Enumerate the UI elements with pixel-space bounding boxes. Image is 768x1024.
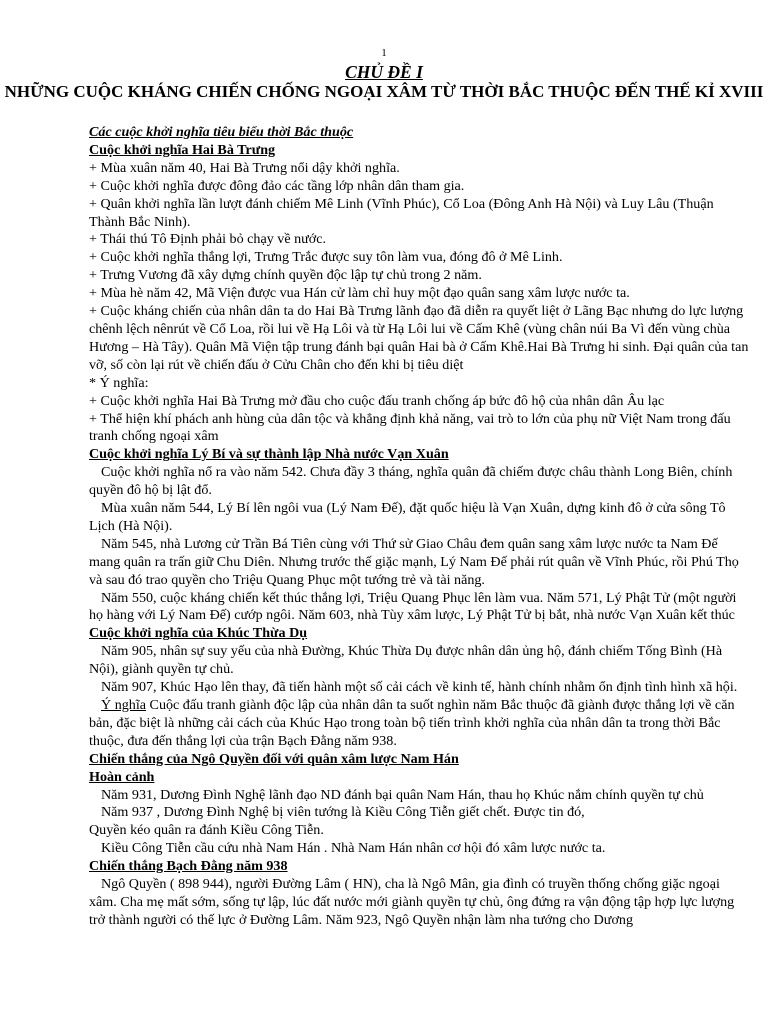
paragraph-significance — [89, 697, 749, 751]
paragraph: + Cuộc khởi nghĩa được đông đảo các tầng lớp nhân dân tham gia. — [89, 177, 465, 194]
paragraph: Ngô Quyền ( 898 944), người Đường Lâm ( HN), cha là Ngô Mân, gia đình có truyền thống chống giặc ngoại xâm. Cha mẹ mất sớm, sống tự lập, lúc đất nước mới giành quyền tự chủ, ông đứng ra vận động tập hợp lực lượng trở thành người có thế lực ở Đường Lâm. Năm 923, Ngô Quyền nhận làm nha tướng cho Dương — [89, 876, 735, 928]
paragraph: + Quân khởi nghĩa lần lượt đánh chiếm Mê Linh (Vĩnh Phúc), Cổ Loa (Đông Anh Hà Nội) và Luy Lâu (Thuận Thành Bắc Ninh). — [89, 195, 714, 230]
paragraph: + Trưng Vương đã xây dựng chính quyền độc lập tự chủ trong 2 năm. — [89, 267, 482, 284]
paragraph: * Ý nghĩa: — [89, 374, 149, 391]
subsection-heading-khuc-thua-du: Cuộc khởi nghĩa của Khúc Thừa Dụ — [89, 625, 308, 642]
significance-text: Cuộc đấu tranh giành độc lập của nhân dân ta suốt nghìn năm Bắc thuộc đã giành được thắng lợi về căn bản, đặc biệt là những cải cách của Khúc Hạo trong toàn bộ tiến trình khởi nghĩa của nhân dân ta trong thời Bắc thuộc, đưa đến thắng lợi của trận Bạch Đằng năm 938. — [89, 697, 735, 749]
paragraph: Kiều Công Tiễn cầu cứu nhà Nam Hán . Nhà Nam Hán nhân cơ hội đó xâm lược nước ta. — [101, 840, 606, 857]
topic-title: CHỦ ĐỀ I — [345, 62, 423, 82]
paragraph: Cuộc khởi nghĩa nổ ra vào năm 542. Chưa đầy 3 tháng, nghĩa quân đã chiếm được châu thành Long Biên, chính quyền đô hộ bị lật đổ. — [89, 464, 733, 499]
paragraph: + Cuộc khởi nghĩa Hai Bà Trưng mở đầu cho cuộc đấu tranh chống áp bức đô hộ của nhân dân Âu lạc — [89, 392, 665, 409]
document-body — [89, 124, 749, 930]
main-title: NHỮNG CUỘC KHÁNG CHIẾN CHỐNG NGOẠI XÂM TỪ THỜI BẮC THUỘC ĐẾN THẾ KỈ XVIII — [4, 82, 764, 101]
subsection-heading-hoan-canh: Hoàn cảnh — [89, 768, 155, 785]
paragraph: + Thể hiện khí phách anh hùng của dân tộc và khẳng định khả năng, vai trò to lớn của phụ nữ Việt Nam trong đấu tranh chống ngoại xâm — [89, 410, 731, 445]
section-heading: Các cuộc khởi nghĩa tiêu biểu thời Bắc thuộc — [89, 124, 354, 140]
subsection-heading-ngo-quyen: Chiến thắng của Ngô Quyền đối với quân xâm lược Nam Hán — [89, 750, 459, 767]
paragraph: Năm 931, Dương Đình Nghệ lãnh đạo ND đánh bại quân Nam Hán, thau họ Khúc nắm chính quyền tự chủ — [101, 786, 704, 803]
page-number: 1 — [381, 47, 387, 59]
paragraph: Năm 907, Khúc Hạo lên thay, đã tiến hành một số cải cách về kinh tế, hành chính nhằm ổn định tình hình xã hội. — [101, 679, 738, 696]
paragraph: Năm 550, cuộc kháng chiến kết thúc thắng lợi, Triệu Quang Phục lên làm vua. Năm 571, Lý Phật Tử (một người họ hàng với Lý Nam Đế) cướp ngôi. Năm 603, nhà Tùy xâm lược, Lý Phật Tử bị bắt, nhà nước Vạn Xuân kết thúc — [89, 589, 737, 624]
paragraph: + Cuộc khởi nghĩa thắng lợi, Trưng Trắc được suy tôn làm vua, đóng đô ở Mê Linh. — [89, 249, 563, 266]
subsection-heading-ly-bi: Cuộc khởi nghĩa Lý Bí và sự thành lập Nhà nước Vạn Xuân — [89, 446, 449, 463]
paragraph: + Mùa xuân năm 40, Hai Bà Trưng nổi dậy khởi nghĩa. — [89, 159, 400, 176]
paragraph: Quyền kéo quân ra đánh Kiều Công Tiễn. — [89, 822, 324, 839]
paragraph: Mùa xuân năm 544, Lý Bí lên ngôi vua (Lý Nam Đế), đặt quốc hiệu là Vạn Xuân, dựng kinh đô ở cửa sông Tô Lịch (Hà Nội). — [89, 500, 726, 534]
paragraph: + Mùa hè năm 42, Mã Viện được vua Hán cử làm chỉ huy một đạo quân sang xâm lược nước ta. — [89, 285, 630, 302]
paragraph: + Thái thú Tô Định phải bỏ chạy về nước. — [89, 231, 327, 248]
paragraph: Năm 905, nhân sự suy yếu của nhà Đường, Khúc Thừa Dụ được nhân dân ủng hộ, đánh chiếm Tống Bình (Hà Nội), giành quyền tự chủ. — [89, 643, 723, 678]
paragraph: Năm 545, nhà Lương cử Trần Bá Tiên cùng với Thứ sử Giao Châu đem quân sang xâm lược nước ta Nam Đế mang quân ra trấn giữ Chu Diên. Nhưng trước thế giặc mạnh, Lý Nam Đế phải rút quân về Vĩnh Phúc, rồi Phú Thọ và sau đó trao quyền cho Triệu Quang Phục một tướng trẻ và tài năng. — [89, 535, 739, 588]
subsection-heading-bach-dang: Chiến thắng Bạch Đằng năm 938 — [89, 858, 288, 875]
subsection-heading-hai-ba-trung: Cuộc khởi nghĩa Hai Bà Trưng — [89, 141, 276, 158]
significance-label: Ý nghĩa — [101, 697, 147, 713]
paragraph: Năm 937 , Dương Đình Nghệ bị viên tướng là Kiều Công Tiễn giết chết. Được tin đó, — [101, 804, 585, 821]
paragraph: + Cuộc kháng chiến của nhân dân ta do Hai Bà Trưng lãnh đạo đã diễn ra quyết liệt ở Lãng Bạc nhưng do lực lượng chênh lệch nênrút về Cổ Loa, rồi lui về Hạ Lôi và từ Hạ Lôi lui về Cấm Khê (vùng chân núi Ba Vì đến vùng chùa Hương – Hà Tây). Quân Mã Viện tập trung đánh bại quân Hai bà ở Cấm Khê.Hai Bà Trưng hi sinh. Đại quân của tan vỡ, số còn lại rút về chiến đấu ở Cửu Chân cho đến khi bị tiêu diệt — [89, 303, 749, 373]
